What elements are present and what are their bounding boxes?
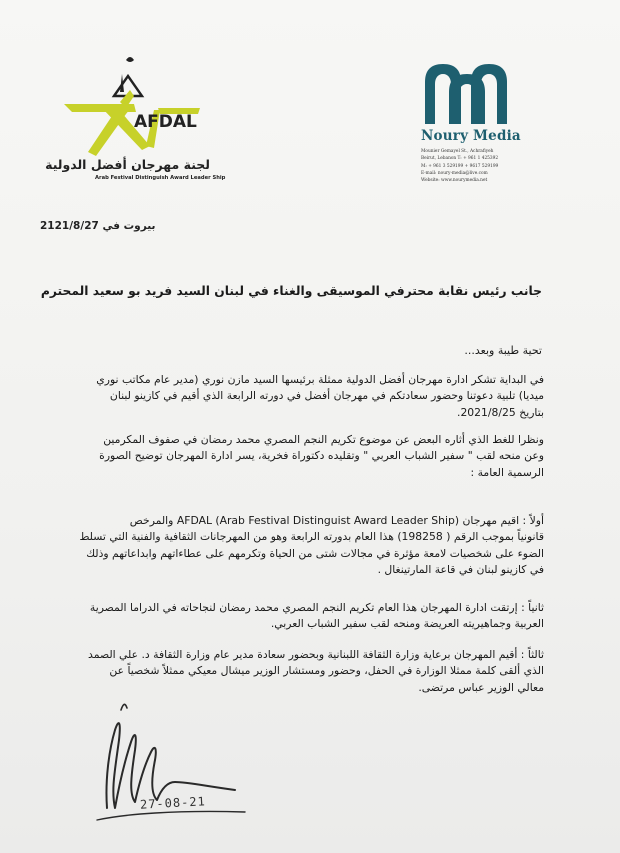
- paragraph-intro: [58, 372, 544, 421]
- afdal-star-icon: [62, 52, 212, 162]
- paragraph-line: ثالثاً : أقيم المهرجان برعاية وزارة الثقافة اللبنانية وبحضور سعادة مدير عام وزارة الثقافة د. علي الصمد: [88, 648, 544, 661]
- contact-line: Beirut, Lebanon T: + 961 1 425392: [421, 156, 499, 162]
- paragraph-line: أولاً : اقيم مهرجان AFDAL (Arab Festival Distinguist Award Leader Ship) والمرخص: [129, 514, 544, 527]
- afdal-logo-text: AFDAL: [134, 112, 197, 132]
- noury-media-contact: [421, 148, 541, 184]
- paragraph-line: بتاريخ 2021/8/25.: [457, 405, 544, 419]
- paragraph-line: الرسمية العامة :: [470, 465, 544, 479]
- contact-line: Mounier Gemayel St., Achrafiyeh: [421, 149, 494, 154]
- noury-media-name: Noury Media: [421, 128, 521, 144]
- paragraph-line: وعن منحه لقب " سفير الشباب العربي " وتقليده دكتوراة فخرية، يسر ادارة المهرجان توضيح الصورة: [99, 449, 544, 463]
- paragraph-line: الضوء على شخصيات لامعة مؤثرة في مجالات شتى من الحياة وتكرمهم على عطاءاتهم وابداعاتهم وذلك: [86, 546, 544, 560]
- noury-media-mark-icon: [421, 58, 515, 128]
- afdal-arabic-name: لجنة مهرجان أفضل الدولية: [45, 157, 210, 172]
- paragraph-third: [58, 647, 544, 696]
- paragraph-clarification: [58, 432, 544, 481]
- afdal-english-name: Arab Festival Distinguish Award Leader Ship: [95, 175, 226, 181]
- paragraph-line: ميديا) تلبية دعوتنا وحضور سعادتكم في مهرجان أفضل في دورته الرابعة الذي أقيم في كازينو لبنان: [109, 389, 544, 403]
- paragraph-line: الذي ألقى كلمة ممثلا الوزارة في الحفل، وحضور ومستشار الوزير ميشال معيكي ممثلاً شخصياً عن: [109, 664, 544, 678]
- paragraph-line: في البداية تشكر ادارة مهرجان أفضل الدولية ممثلة برئيسها السيد مازن نوري (مدير عام مكاتب نوري: [96, 373, 544, 386]
- contact-line: M: + 961 3 529199 + 9617 529199: [421, 163, 499, 169]
- paragraph-line: قانونياً بموجب الرقم ( 198258) هذا العام بدورته الرابعة وهو من المهرجانات الثقافية والفنية التي تسلط: [79, 530, 544, 544]
- letter-subject: جانب رئيس نقابة محترفي الموسيقى والغناء في لبنان السيد فريد بو سعيد المحترم: [40, 284, 542, 298]
- paragraph-first: [58, 513, 544, 579]
- paragraph-second: [58, 600, 544, 633]
- paragraph-line: في كازينو لبنان في قاعة المارتينغال .: [377, 563, 544, 577]
- signature-date: 27-08-21: [139, 794, 207, 812]
- letter-date: بيروت في 2121/8/27: [40, 220, 156, 232]
- contact-line: Website: www.nourymedia.net: [421, 178, 488, 184]
- contact-line: E-mail: noury-media@live.com: [421, 170, 488, 176]
- letter-greeting: تحية طيبة وبعد...: [464, 344, 542, 357]
- paragraph-line: ثانياً : إرتقت ادارة المهرجان هذا العام تكريم النجم المصري محمد رمضان لنجاحاته في الدراما المصرية: [89, 601, 544, 614]
- afdal-logo: [45, 52, 226, 192]
- paragraph-line: العربية وجماهيريته العريضة ومنحه لقب سفير الشباب العربي.: [270, 617, 544, 631]
- paragraph-line: معالي الوزير عباس مرتضى.: [418, 680, 544, 694]
- paragraph-line: ونظرا للغط الذي أثاره البعض عن موضوع تكريم النجم المصري محمد رمضان في صفوف المكرمين: [103, 433, 544, 446]
